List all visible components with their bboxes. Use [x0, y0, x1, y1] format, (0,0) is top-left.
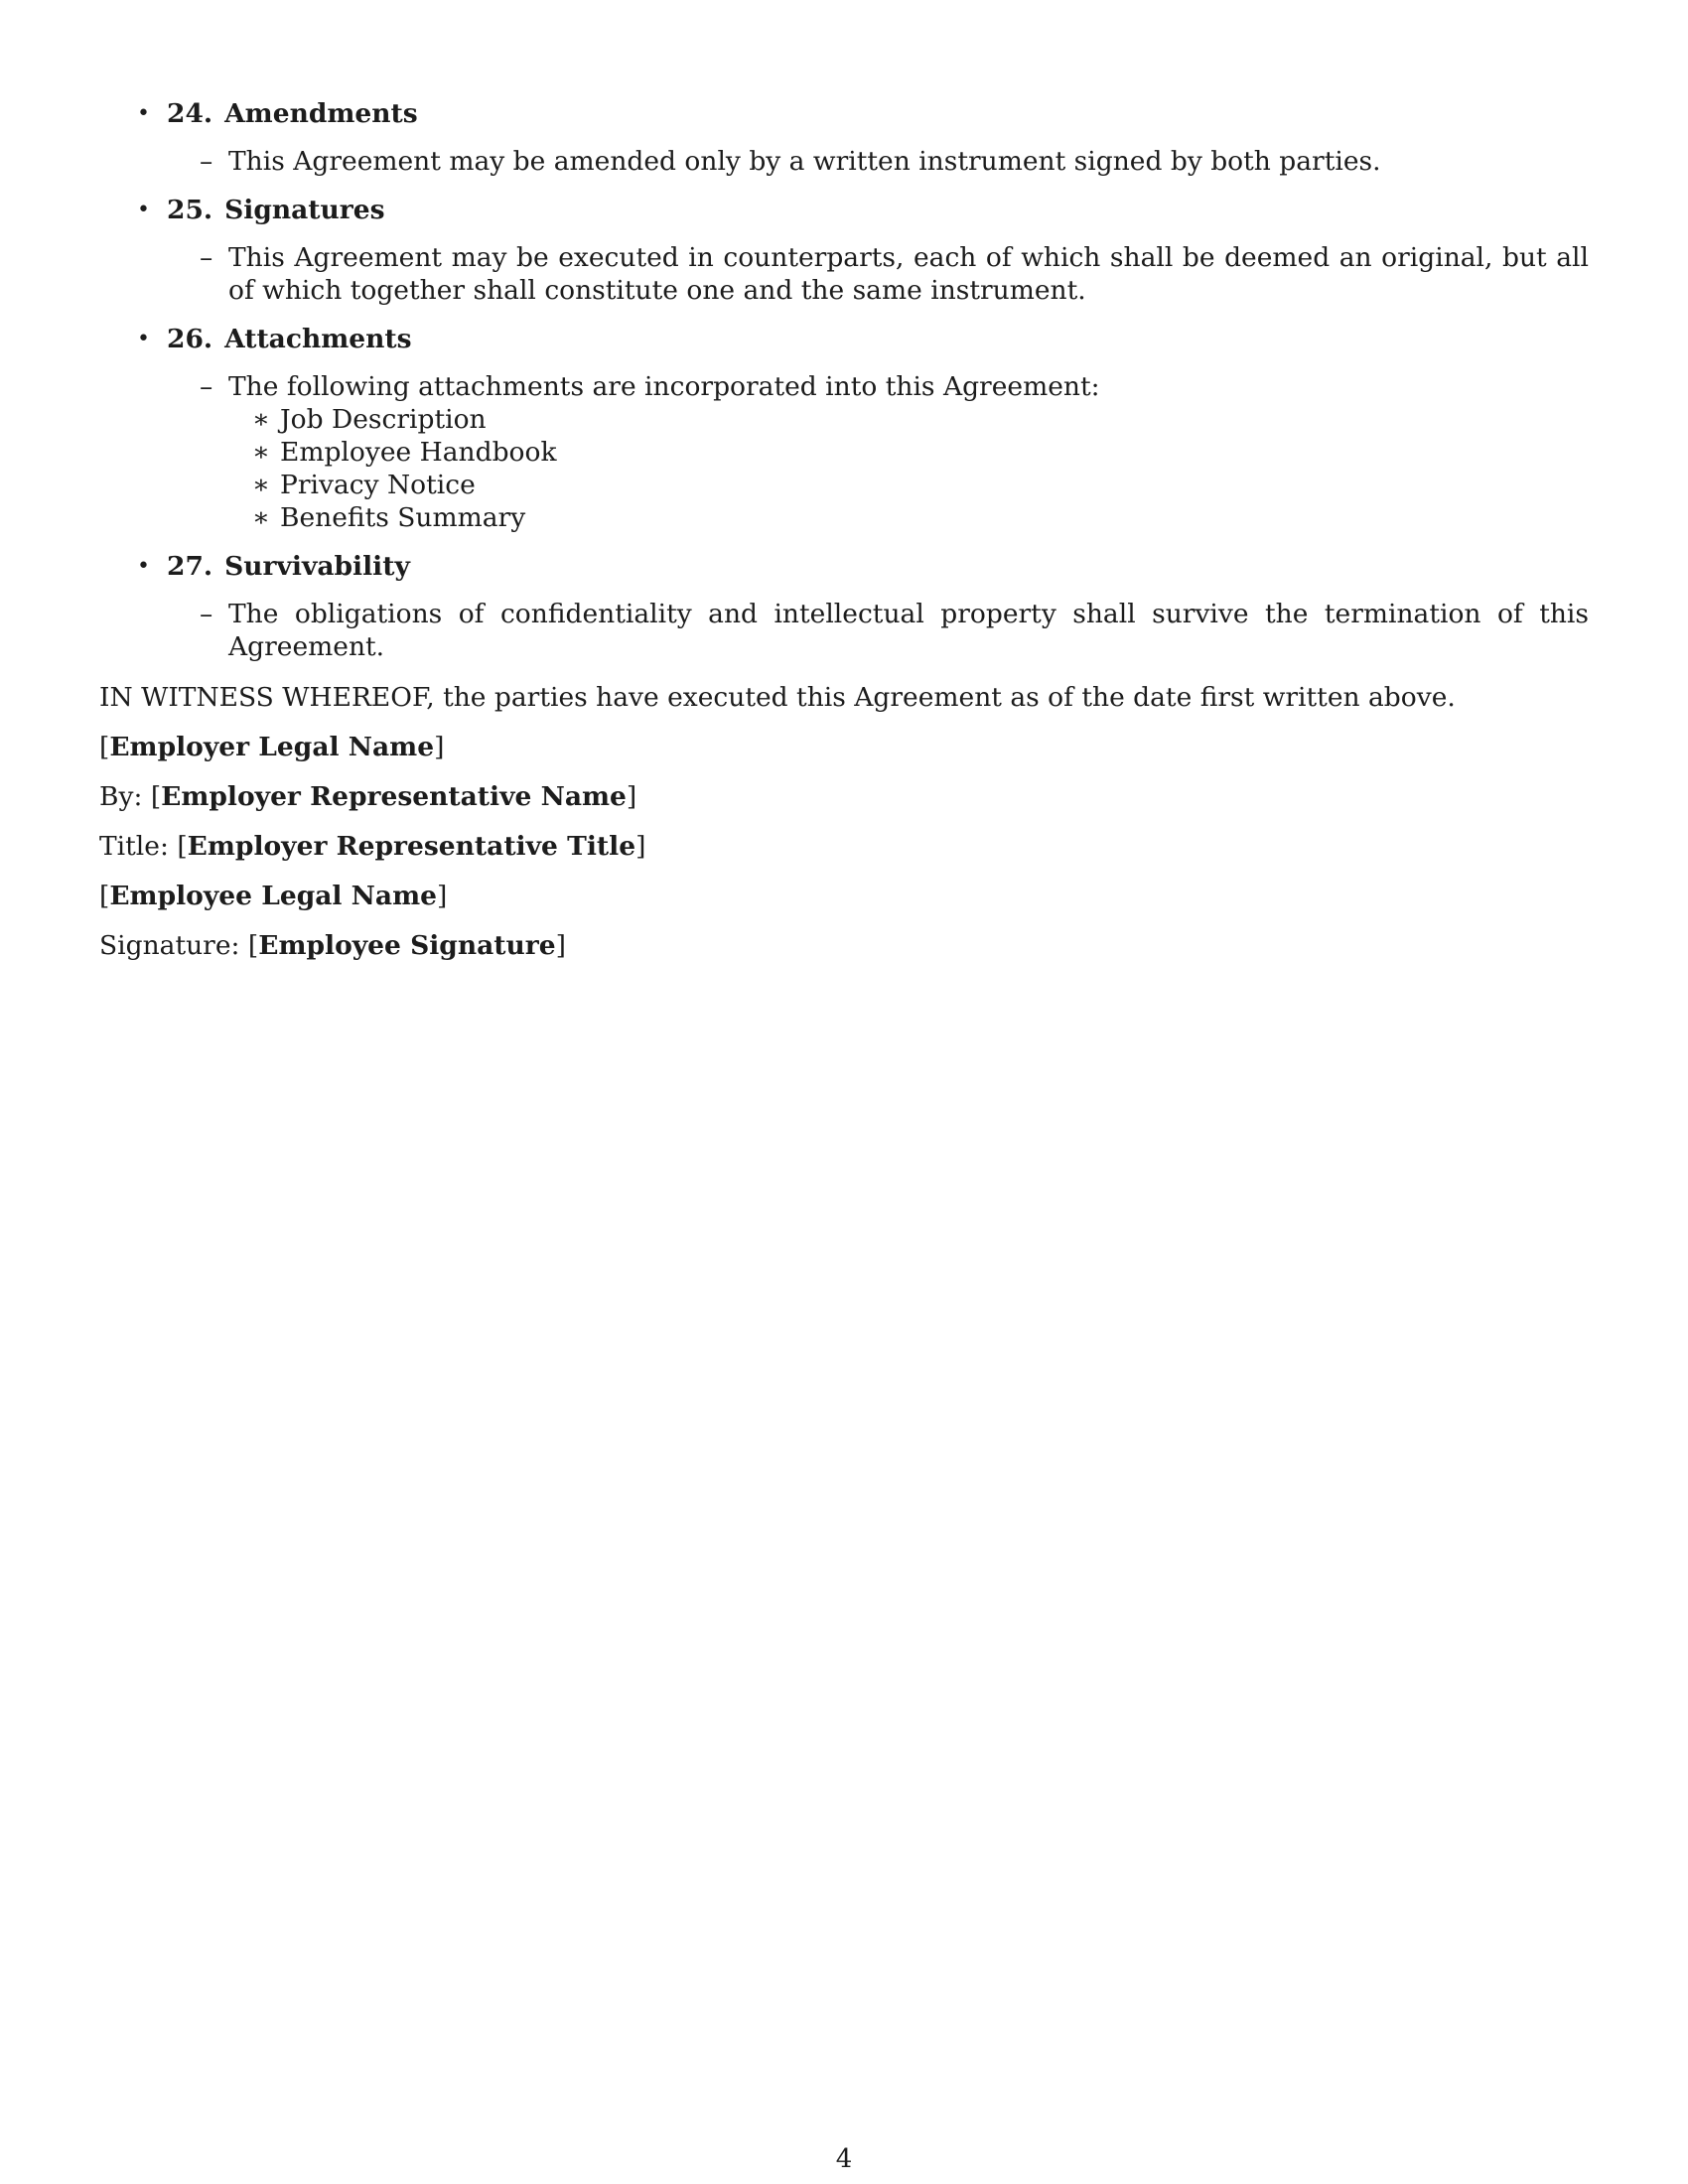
employer-rep-title-placeholder: Employer Representative Title	[187, 831, 636, 862]
asterisk-icon: ∗	[252, 470, 271, 500]
bullet-icon: •	[137, 554, 150, 579]
asterisk-icon: ∗	[252, 502, 271, 533]
section-title: Amendments	[224, 98, 418, 129]
section-signatures	[99, 194, 1589, 307]
attachment-label: Benefits Summary	[280, 502, 526, 533]
employer-name-placeholder: Employer Legal Name	[109, 732, 435, 762]
dash-icon: –	[200, 242, 213, 273]
attachment-label: Job Description	[280, 404, 487, 435]
open-bracket: [	[177, 831, 188, 862]
employer-rep-name-placeholder: Employer Representative Name	[161, 781, 627, 812]
clause-text: This Agreement may be amended only by a written instrument signed by both parties.	[228, 146, 1381, 177]
employer-name-line	[99, 731, 1589, 763]
section-heading	[167, 97, 1589, 130]
bullet-icon: •	[137, 198, 150, 222]
section-title: Signatures	[224, 195, 385, 225]
employer-title-line	[99, 830, 1589, 863]
section-number: 24.	[167, 98, 213, 129]
section-survivability	[99, 550, 1589, 663]
section-number: 26.	[167, 324, 213, 354]
close-bracket: ]	[434, 732, 445, 762]
open-bracket: [	[150, 781, 162, 812]
employer-rep-line	[99, 780, 1589, 813]
section-heading	[167, 323, 1589, 355]
employee-name-line	[99, 880, 1589, 912]
close-bracket: ]	[436, 881, 448, 911]
dash-icon: –	[200, 599, 213, 629]
clause-text: The obligations of confidentiality and intellectual property shall survive the termination of this Agreement.	[228, 599, 1589, 662]
dash-icon: –	[200, 146, 213, 177]
title-label: Title:	[99, 831, 169, 862]
close-bracket: ]	[635, 831, 646, 862]
bullet-icon: •	[137, 101, 150, 126]
employee-name-placeholder: Employee Legal Name	[109, 881, 437, 911]
clause-text: This Agreement may be executed in counterparts, each of which shall be deemed an original, but all of which together shall constitute one and the same instrument.	[228, 242, 1589, 306]
section-clause	[99, 241, 1589, 307]
close-bracket: ]	[626, 781, 637, 812]
employee-signature-placeholder: Employee Signature	[258, 930, 556, 961]
section-number: 25.	[167, 195, 213, 225]
attachment-item	[99, 436, 1589, 469]
section-number: 27.	[167, 551, 213, 582]
asterisk-icon: ∗	[252, 437, 271, 468]
section-title: Attachments	[224, 324, 412, 354]
section-amendments	[99, 97, 1589, 178]
open-bracket: [	[247, 930, 259, 961]
signature-label: Signature:	[99, 930, 240, 961]
open-bracket: [	[99, 881, 110, 911]
open-bracket: [	[99, 732, 110, 762]
clause-text: The following attachments are incorporated into this Agreement:	[228, 371, 1100, 402]
close-bracket: ]	[555, 930, 566, 961]
attachment-label: Employee Handbook	[280, 437, 557, 468]
section-heading	[167, 550, 1589, 583]
employee-signature-line	[99, 929, 1589, 962]
section-clause	[99, 145, 1589, 178]
section-attachments	[99, 323, 1589, 534]
section-clause	[99, 370, 1589, 403]
section-heading	[167, 194, 1589, 226]
witness-paragraph: IN WITNESS WHEREOF, the parties have executed this Agreement as of the date first written above.	[99, 682, 1456, 713]
asterisk-icon: ∗	[252, 404, 271, 435]
bullet-icon: •	[137, 327, 150, 351]
section-title: Survivability	[224, 551, 410, 582]
dash-icon: –	[200, 371, 213, 402]
document-body	[99, 97, 1589, 962]
attachment-item	[99, 501, 1589, 534]
page-number: 4	[835, 2144, 853, 2174]
attachment-item	[99, 403, 1589, 436]
attachment-label: Privacy Notice	[280, 470, 476, 500]
by-label: By:	[99, 781, 143, 812]
section-clause	[99, 598, 1589, 663]
attachment-item	[99, 469, 1589, 501]
